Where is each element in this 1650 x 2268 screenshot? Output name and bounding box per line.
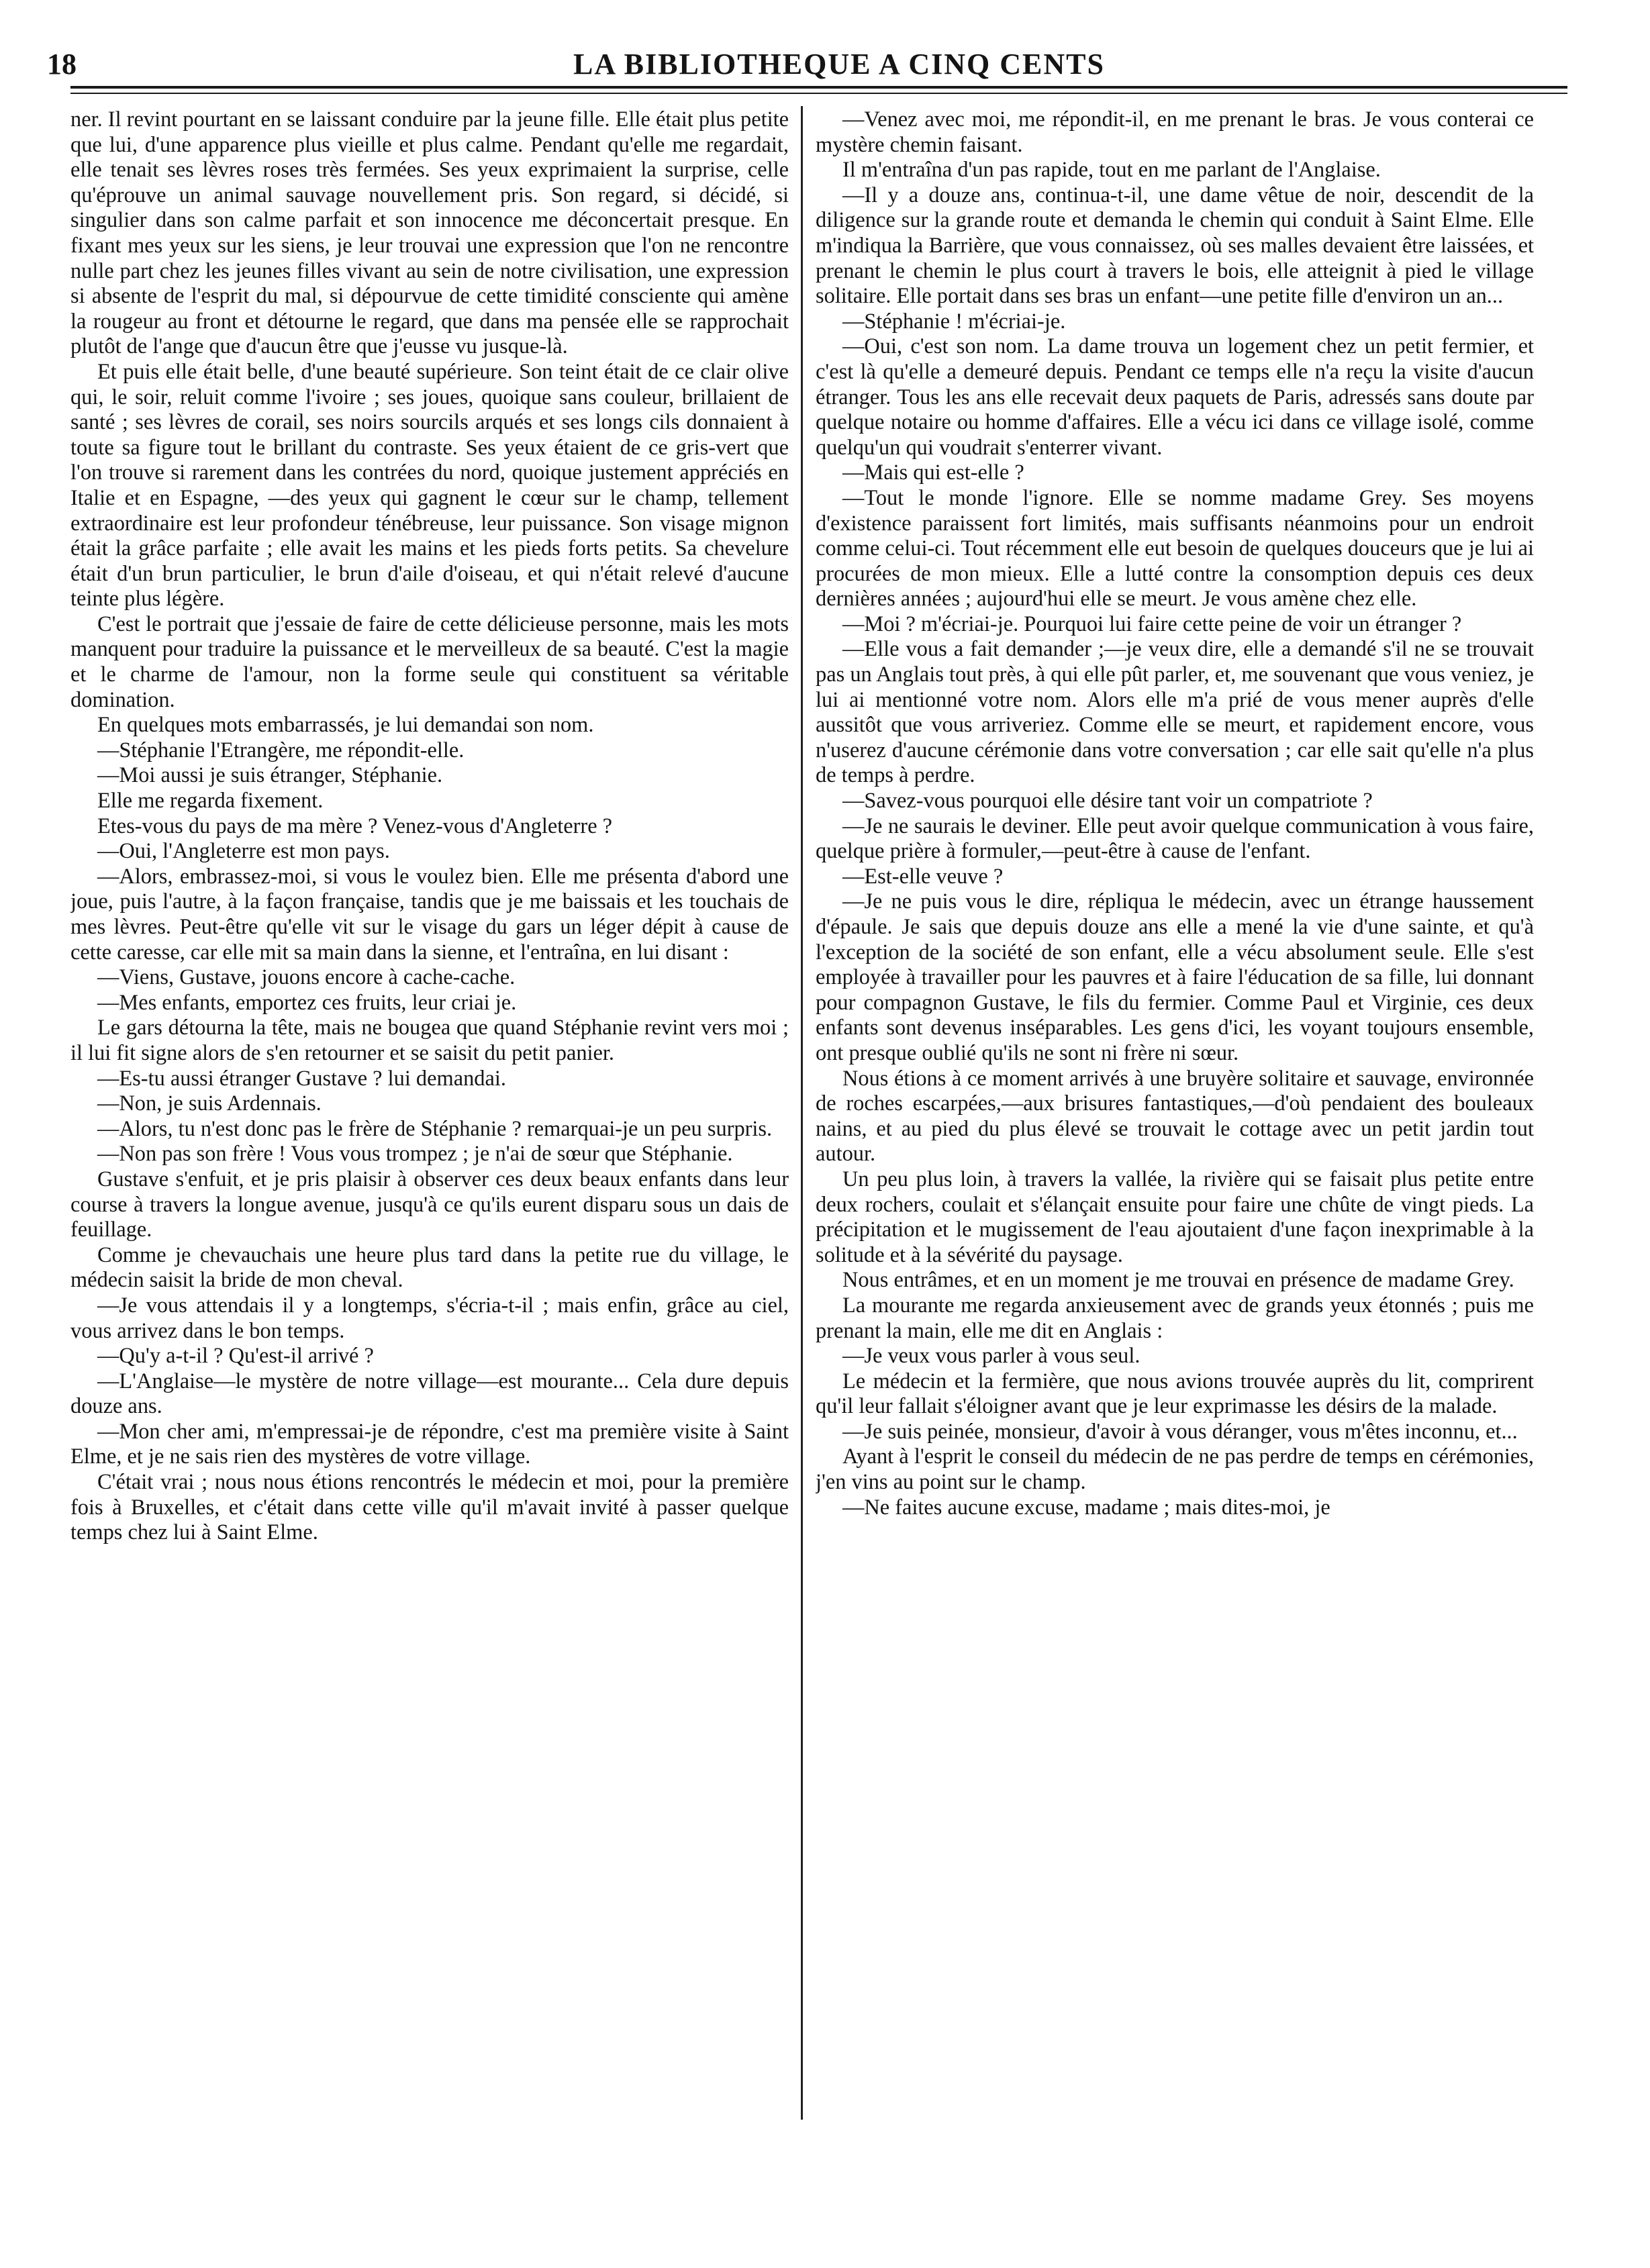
paragraph: Ayant à l'esprit le conseil du médecin de ne pas perdre de temps en cérémonies, j'en vins au point sur le champ. (816, 1444, 1534, 1495)
paragraph: C'est le portrait que j'essaie de faire de cette délicieuse personne, mais les mots manquent pour traduire la puissance et le merveilleux de sa beauté. C'est la magie et le charme de l'amour, non la forme seule qui constituent sa véritable domination. (70, 611, 789, 712)
left-column (70, 107, 789, 2168)
paragraph: —Alors, embrassez-moi, si vous le voulez bien. Elle me présenta d'abord une joue, puis l'autre, à la façon française, tandis que je me baissais et les touchais de mes lèvres. Peut-être qu'elle vit sur le visage du gars un léger dépit à cause de cette caresse, car elle mit sa main dans la sienne, et l'entraîna, en lui disant : (70, 864, 789, 965)
paragraph: —Es-tu aussi étranger Gustave ? lui demandai. (97, 1066, 506, 1091)
paragraph: —Moi ? m'écriai-je. Pourquoi lui faire cette peine de voir un étranger ? (842, 611, 1462, 636)
paragraph: —Non pas son frère ! Vous vous trompez ; je n'ai de sœur que Stéphanie. (97, 1142, 733, 1167)
paragraph: —Je suis peinée, monsieur, d'avoir à vous déranger, vous m'êtes inconnu, et... (842, 1419, 1518, 1444)
paragraph: —Elle vous a fait demander ;—je veux dire, elle a demandé s'il ne se trouvait pas un Anglais tout près, à qui elle pût parler, et, me souvenant que vous veniez, je lui ai mentionné votre nom. Alors elle m'a prié de vous mener auprès d'elle aussitôt que vous arriveriez. Comme elle se meurt, et rapidement encore, vous n'userez d'aucune cérémonie dans votre conversation ; car elle sait qu'elle n'a plus de temps à perdre. (816, 637, 1534, 788)
paragraph: —Ne faites aucune excuse, madame ; mais dites-moi, je (842, 1495, 1330, 1520)
paragraph: —Je ne puis vous le dire, répliqua le médecin, avec un étrange haussement d'épaule. Je sais que depuis douze ans elle a mené la vie d'une sainte, et qu'à l'exception de la société de son enfant, elle a vécu absolument seule. Elle s'est employée à travailler pour les pauvres et à faire l'éducation de sa fille, lui donnant pour compagnon Gustave, le fils du fermier. Comme Paul et Virginie, ces deux enfants sont devenus inséparables. Les gens d'ici, les voyant toujours ensemble, ont presque oublié qu'ils ne sont ni frère ni sœur. (816, 889, 1534, 1065)
paragraph: —L'Anglaise—le mystère de notre village—est mourante... Cela dure depuis douze ans. (70, 1369, 789, 1419)
column-divider (801, 106, 803, 2120)
paragraph: —Non, je suis Ardennais. (97, 1091, 322, 1116)
paragraph: —Tout le monde l'ignore. Elle se nomme madame Grey. Ses moyens d'existence paraissent fort limités, mais suffisants néanmoins pour un endroit comme celui-ci. Tout récemment elle eut besoin de quelques douceurs que je lui ai procurées de mon mieux. Elle a lutté contre la consomption depuis ces deux dernières années ; aujourd'hui elle se meurt. Je vous amène chez elle. (816, 485, 1534, 611)
paragraph: —Qu'y a-t-il ? Qu'est-il arrivé ? (97, 1344, 374, 1369)
paragraph: En quelques mots embarrassés, je lui demandai son nom. (97, 713, 594, 738)
paragraph: Nous entrâmes, et en un moment je me trouvai en présence de madame Grey. (842, 1268, 1514, 1293)
paragraph: C'était vrai ; nous nous étions rencontrés le médecin et moi, pour la première fois à Bruxelles, et c'était dans cette ville qu'il m'avait invité à passer quelque temps chez lui à Saint Elme. (70, 1470, 789, 1545)
paragraph: Un peu plus loin, à travers la vallée, la rivière qui se faisait plus petite entre deux rochers, coulait et s'élançait ensuite pour faire une chûte de vingt pieds. La précipitation et le mugissement de l'eau ajoutaient d'une façon inexprimable à la solitude et à la sévérité du paysage. (816, 1167, 1534, 1267)
header-rule-thin (70, 93, 1567, 94)
paragraph: Elle me regarda fixement. (97, 789, 324, 813)
paragraph: —Je vous attendais il y a longtemps, s'écria-t-il ; mais enfin, grâce au ciel, vous arrivez dans le bon temps. (70, 1293, 789, 1343)
paragraph: —Savez-vous pourquoi elle désire tant voir un compatriote ? (842, 789, 1373, 813)
paragraph: Il m'entraîna d'un pas rapide, tout en me parlant de l'Anglaise. (842, 158, 1381, 183)
paragraph: —Je veux vous parler à vous seul. (842, 1344, 1141, 1369)
page-header (47, 42, 1591, 89)
paragraph: —Alors, tu n'est donc pas le frère de Stéphanie ? remarquai-je un peu surpris. (97, 1116, 773, 1141)
paragraph: Nous étions à ce moment arrivés à une bruyère solitaire et sauvage, environnée de roches escarpées,—aux brisures fantastiques,—d'où pendaient des bouleaux nains, et au pied du plus élevé se trouvait le cottage avec un petit jardin tout autour. (816, 1066, 1534, 1167)
paragraph: —Mes enfants, emportez ces fruits, leur criai je. (97, 990, 517, 1015)
paragraph: —Mon cher ami, m'empressai-je de répondre, c'est ma première visite à Saint Elme, et je ne sais rien des mystères de votre village. (70, 1419, 789, 1469)
paragraph: —Je ne saurais le deviner. Elle peut avoir quelque communication à vous faire, quelque prière à formuler,—peut-être à cause de l'enfant. (816, 813, 1534, 864)
paragraph: —Stéphanie ! m'écriai-je. (842, 309, 1066, 334)
paragraph: —Stéphanie l'Etrangère, me répondit-elle. (97, 738, 465, 762)
paragraph: —Il y a douze ans, continua-t-il, une dame vêtue de noir, descendit de la diligence sur la grande route et demanda le chemin qui conduit à Saint Elme. Elle m'indiqua la Barrière, que vous connaissez, où ses malles devaient être laissées, et prenant le chemin le plus court à travers le bois, elle atteignit à pied le village solitaire. Elle portait dans ses bras un enfant—une petite fille d'environ un an... (816, 183, 1534, 309)
paragraph: —Viens, Gustave, jouons encore à cache-cache. (97, 965, 516, 990)
right-column (816, 107, 1534, 2168)
paragraph: ner. Il revint pourtant en se laissant conduire par la jeune fille. Elle était plus petite que lui, d'une apparence plus vieille et plus calme. Pendant qu'elle me regardait, elle tenait ses lèvres roses très fermées. Ses yeux exprimaient la surprise, celle qu'éprouve un animal sauvage nouvellement pris. Son regard, si décidé, si singulier dans son calme parfait et son innocence me déconcertait presque. En fixant mes yeux sur les siens, je leur trouvai une expression que l'on ne rencontre nulle part chez les jeunes filles vivant au sein de notre civilisation, une expression si absente de l'esprit du mal, si dépourvue de cette timidité consciente qui amène la rougeur au front et détourne le regard, que dans ma pensée elle se rapprochait plutôt de l'ange que d'aucun être que j'eusse vu jusque-là. (70, 107, 789, 359)
running-title: LA BIBLIOTHEQUE A CINQ CENTS (573, 48, 1105, 81)
paragraph: Gustave s'enfuit, et je pris plaisir à observer ces deux beaux enfants dans leur course à travers la longue avenue, jusqu'à ce qu'ils eurent disparu sous un dais de feuillage. (70, 1167, 789, 1242)
paragraph: La mourante me regarda anxieusement avec de grands yeux étonnés ; puis me prenant la main, elle me dit en Anglais : (816, 1293, 1534, 1343)
header-rule (70, 86, 1567, 89)
paragraph: —Moi aussi je suis étranger, Stéphanie. (97, 763, 443, 788)
paragraph: Le médecin et la fermière, que nous avions trouvée auprès du lit, comprirent qu'il leur fallait s'éloigner avant que je leur exprimasse les désirs de la malade. (816, 1369, 1534, 1419)
paragraph: Le gars détourna la tête, mais ne bougea que quand Stéphanie revint vers moi ; il lui fit signe alors de s'en retourner et se saisit du petit panier. (70, 1016, 789, 1065)
paragraph: Etes-vous du pays de ma mère ? Venez-vous d'Angleterre ? (97, 813, 613, 838)
paragraph: —Oui, l'Angleterre est mon pays. (97, 839, 390, 864)
page-number: 18 (47, 48, 77, 81)
paragraph: Comme je chevauchais une heure plus tard dans la petite rue du village, le médecin saisit la bride de mon cheval. (70, 1242, 789, 1293)
paragraph: Et puis elle était belle, d'une beauté supérieure. Son teint était de ce clair olive qui, le soir, reluit comme l'ivoire ; ses joues, quoique sans couleur, brillaient de santé ; ses lèvres de corail, ses noirs sourcils arqués et ses longs cils donnaient à toute sa figure tout le brillant du contraste. Ses yeux étaient de ce gris-vert que l'on trouve si rarement dans les contrées du nord, quoique justement appréciés en Italie et en Espagne, —des yeux qui gagnent le cœur sur le champ, tellement extraordinaire est leur profondeur ténébreuse, leur puissance. Son visage mignon était la grâce parfaite ; elle avait les mains et les pieds forts petits. Sa chevelure était d'un brun particulier, le brun d'aile d'oiseau, et qui n'était relevé d'aucune teinte plus légère. (70, 359, 789, 611)
paragraph: —Oui, c'est son nom. La dame trouva un logement chez un petit fermier, et c'est là qu'elle a demeuré depuis. Pendant ce temps elle n'a reçu la visite d'aucun étranger. Tous les ans elle recevait deux paquets de Paris, adressés sans doute par quelque notaire ou homme d'affaires. Elle a vécu ici dans ce village isolé, comme quelqu'un qui voudrait s'enterrer vivant. (816, 334, 1534, 460)
paragraph: —Venez avec moi, me répondit-il, en me prenant le bras. Je vous conterai ce mystère chemin faisant. (816, 107, 1534, 157)
paragraph: —Est-elle veuve ? (842, 864, 1004, 889)
paragraph: —Mais qui est-elle ? (842, 460, 1024, 485)
